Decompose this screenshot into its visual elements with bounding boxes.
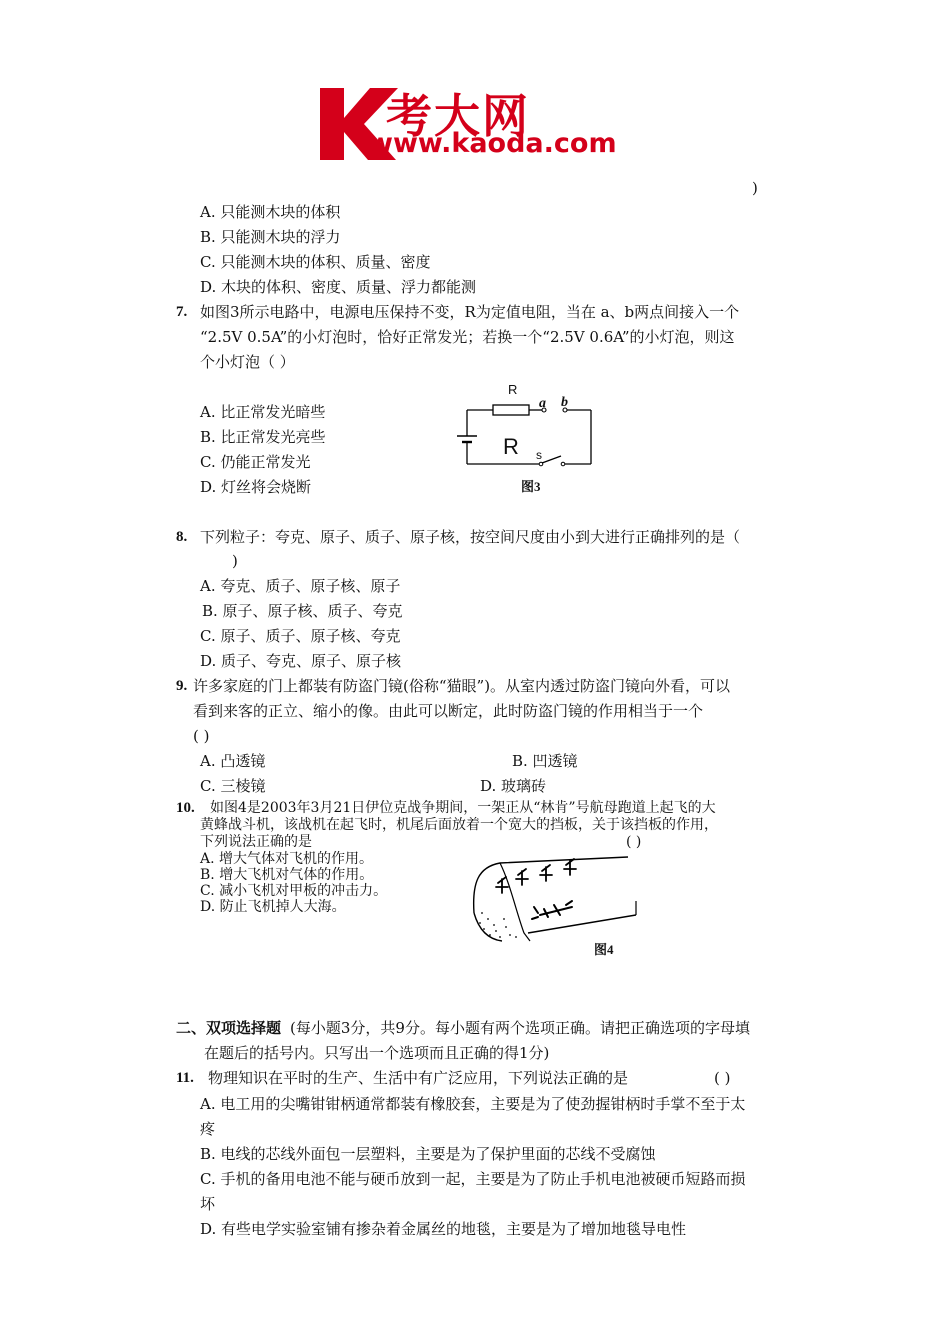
figure-4-caption: 图4 bbox=[594, 942, 614, 957]
q10-stem-line1: 如图4是2003年3月21日伊位克战争期间，一架正从“林肯”号航母跑道上起飞的大 bbox=[210, 800, 716, 816]
q9-option-a: A. 凸透镜 bbox=[200, 752, 266, 770]
q11-option-a-line1: A. 电工用的尖嘴钳钳柄通常都装有橡胶套，主要是为了使劲握钳柄时手掌不至于太 bbox=[200, 1095, 746, 1113]
q10-number: 10. bbox=[176, 800, 195, 816]
q7-stem-line1: 如图3所示电路中，电源电压保持不变，R为定值电阻，当在 a、b两点间接入一个 bbox=[200, 303, 740, 321]
q7-option-b: B. 比正常发光亮些 bbox=[200, 428, 326, 446]
q6-option-b: B. 只能测木块的浮力 bbox=[200, 228, 341, 246]
q9-stem-line3: ( ) bbox=[193, 727, 210, 745]
resistor-label: R bbox=[508, 382, 518, 397]
question-paren-close: ) bbox=[752, 179, 758, 197]
q8-option-c: C. 原子、质子、原子核、夸克 bbox=[200, 627, 401, 645]
q11-number: 11. bbox=[176, 1070, 194, 1086]
q11-stem: 物理知识在平时的生产、生活中有广泛应用，下列说法正确的是 bbox=[208, 1069, 629, 1087]
q8-stem-line2: ) bbox=[232, 552, 238, 570]
fighter-jet-sketch bbox=[470, 853, 638, 945]
q10-stem-line2: 黄蜂战斗机，该战机在起飞时，机尾后面放着一个宽大的挡板，关于该挡板的作用， bbox=[200, 817, 718, 833]
q10-option-d: D. 防止飞机掉人大海。 bbox=[200, 899, 346, 915]
q10-answer-paren: ( ) bbox=[626, 834, 642, 850]
q7-stem-line3: 个小灯泡（ ） bbox=[200, 353, 295, 371]
logo-cn-text: 考大网 bbox=[386, 89, 530, 143]
section-2-title: 二、双项选择题 bbox=[176, 1019, 282, 1037]
q8-option-b: B. 原子、原子核、质子、夸克 bbox=[202, 602, 403, 620]
q9-stem-line1: 许多家庭的门上都装有防盗门镜(俗称“猫眼”)。从室内透过防盗门镜向外看，可以 bbox=[193, 677, 731, 695]
logo-url-text: www.kaoda.com bbox=[368, 128, 617, 159]
q7-option-c: C. 仍能正常发光 bbox=[200, 453, 311, 471]
q8-number: 8. bbox=[176, 529, 188, 545]
q8-option-d: D. 质子、夸克、原子、原子核 bbox=[200, 652, 402, 670]
q9-option-b: B. 凹透镜 bbox=[512, 752, 578, 770]
point-a-label: a bbox=[539, 396, 546, 411]
q11-option-c-line1: C. 手机的备用电池不能与硬币放到一起，主要是为了防止手机电池被硬币短路而损 bbox=[200, 1170, 746, 1188]
q11-option-a-line2: 疼 bbox=[200, 1120, 216, 1138]
figure-3-caption: 图3 bbox=[521, 479, 541, 494]
q9-number: 9. bbox=[176, 678, 188, 694]
q9-stem-line2: 看到来客的正立、缩小的像。由此可以断定，此时防盗门镜的作用相当于一个 bbox=[193, 702, 704, 720]
q10-option-a: A. 增大气体对飞机的作用。 bbox=[200, 851, 374, 867]
q7-option-a: A. 比正常发光暗些 bbox=[200, 403, 326, 421]
q7-stem-line2: “2.5V 0.5A”的小灯泡时，恰好正常发光；若换一个“2.5V 0.6A”的小灯泡，则这 bbox=[200, 328, 735, 346]
circuit-diagram bbox=[455, 378, 605, 474]
q8-option-a: A. 夸克、质子、原子核、原子 bbox=[200, 577, 401, 595]
q6-option-c: C. 只能测木块的体积、质量、密度 bbox=[200, 253, 431, 271]
figure-3-circuit bbox=[455, 378, 605, 496]
section-2-instructions-line1: (每小题3分，共9分。每小题有两个选项正确。请把正确选项的字母填 bbox=[290, 1019, 750, 1037]
q11-option-d: D. 有些电学实验室铺有掺杂着金属丝的地毯，主要是为了增加地毯导电性 bbox=[200, 1220, 687, 1238]
q9-option-c: C. 三棱镜 bbox=[200, 777, 266, 795]
q11-option-b: B. 电线的芯线外面包一层塑料，主要是为了保护里面的芯线不受腐蚀 bbox=[200, 1145, 656, 1163]
q11-option-c-line2: 坏 bbox=[200, 1195, 216, 1213]
section-2-instructions-line2: 在题后的括号内。只写出一个选项而且正确的得1分) bbox=[204, 1044, 550, 1062]
switch-blade bbox=[542, 456, 561, 463]
resistor-symbol bbox=[493, 405, 529, 415]
point-b-label: b bbox=[561, 395, 568, 410]
q10-option-c: C. 减小飞机对甲板的冲击力。 bbox=[200, 883, 388, 899]
q8-stem-line1: 下列粒子：夸克、原子、质子、原子核，按空间尺度由小到大进行正确排列的是（ bbox=[200, 528, 741, 546]
q7-option-d: D. 灯丝将会烧断 bbox=[200, 478, 312, 496]
figure-4-fighter-sketch bbox=[470, 853, 638, 957]
switch-label: s bbox=[536, 448, 542, 462]
q6-option-d: D. 木块的体积、密度、质量、浮力都能测 bbox=[200, 278, 477, 296]
q9-option-d: D. 玻璃砖 bbox=[480, 777, 547, 795]
big-r-label: R bbox=[503, 434, 519, 459]
q7-number: 7. bbox=[176, 304, 188, 320]
q6-option-a: A. 只能测木块的体积 bbox=[200, 203, 341, 221]
q10-stem-line3: 下列说法正确的是 bbox=[200, 834, 312, 850]
q10-option-b: B. 增大飞机对气体的作用。 bbox=[200, 867, 374, 883]
q11-answer-paren: ( ) bbox=[714, 1069, 731, 1087]
